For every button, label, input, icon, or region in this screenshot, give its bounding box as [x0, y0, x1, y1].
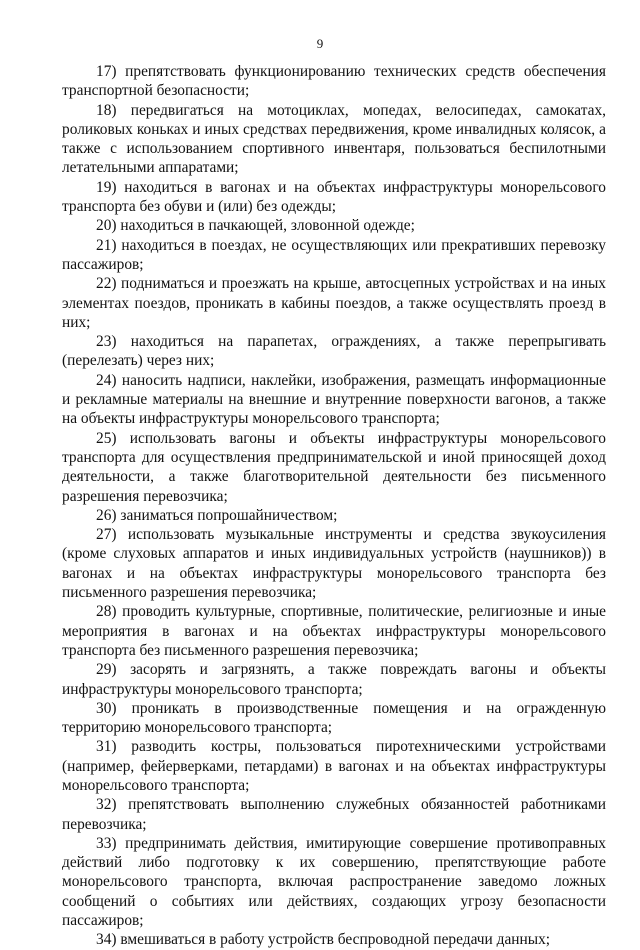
page-number: 9 — [316, 36, 324, 51]
list-item: 30) проникать в производственные помещения и на огражденную территорию монорельсового транспорта; — [62, 699, 606, 737]
list-item: 29) засорять и загрязнять, а также повреждать вагоны и объекты инфраструктуры монорельсового транспорта; — [62, 661, 606, 698]
list-item: 17) препятствовать функционированию технических средств обеспечения транспортной безопасности; — [62, 63, 606, 100]
list-item: 31) разводить костры, пользоваться пиротехническими устройствами (например, фейерверками, петардами) в вагонах и на объектах инфраструктуры монорельсового транспорта; — [62, 738, 606, 794]
document-body — [62, 62, 606, 950]
list-item: 24) наносить надписи, наклейки, изображения, размещать информационные и рекламные материалы на внешние и внутренние поверхности вагонов, а также на объекты инфраструктуры монорельсового транспорта; — [62, 371, 606, 428]
list-item: 32) препятствовать выполнению служебных обязанностей работниками перевозчика; — [62, 796, 606, 833]
list-item: 28) проводить культурные, спортивные, политические, религиозные и иные мероприятия в вагонах и на объектах инфраструктуры монорельсового транспорта без письменного разрешения перевозчика; — [62, 603, 606, 659]
list-item: 20) находиться в пачкающей, зловонной одежде; — [96, 217, 415, 235]
list-item: 18) передвигаться на мотоциклах, мопедах, велосипедах, самокатах, роликовых коньках и иных средствах передвижения, кроме инвалидных колясок, а также с использованием спортивного инвентаря, пользоваться беспилотными летательными аппаратами; — [62, 101, 606, 177]
list-item: 19) находиться в вагонах и на объектах инфраструктуры монорельсового транспорта без обуви и (или) без одежды; — [62, 178, 606, 216]
list-item: 33) предпринимать действия, имитирующие совершение противоправных действий либо подготовку к их совершению, препятствующие работе монорельсового транспорта, включая распространение заведомо ложных сообщений о событиях или действиях, создающих угрозу безопасности пассажиров; — [62, 834, 606, 930]
list-item: 22) подниматься и проезжать на крыше, автосцепных устройствах и на иных элементах поездов, проникать в кабины поездов, а также осуществлять проезд в них; — [62, 275, 606, 331]
list-item: 27) использовать музыкальные инструменты и средства звукоусиления (кроме слуховых аппаратов и иных индивидуальных устройств (наушников)) в вагонах и на объектах инфраструктуры монорельсового транспорта без письменного разрешения перевозчика; — [62, 526, 606, 602]
list-item: 26) заниматься попрошайничеством; — [96, 506, 338, 524]
list-item: 34) вмешиваться в работу устройств беспроводной передачи данных; — [96, 931, 551, 949]
list-item: 23) находиться на парапетах, ограждениях, а также перепрыгивать (перелезать) через них; — [62, 333, 606, 370]
list-item: 25) использовать вагоны и объекты инфраструктуры монорельсового транспорта для осуществления предпринимательской и иной приносящей доход деятельности, а также благотворительной деятельности без письменного разрешения перевозчика; — [62, 429, 606, 505]
list-item: 21) находиться в поездах, не осуществляющих или прекративших перевозку пассажиров; — [62, 236, 606, 273]
